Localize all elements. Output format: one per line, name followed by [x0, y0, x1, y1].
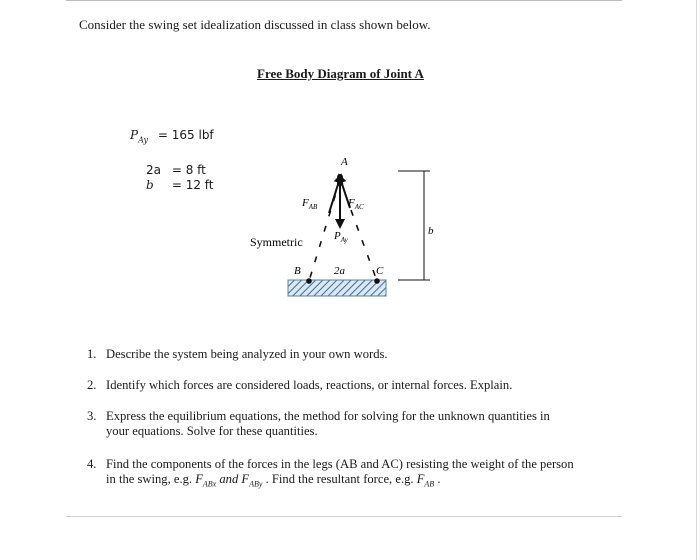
joint-a [337, 174, 343, 180]
given-a: 2a = 8 ft [146, 163, 206, 177]
intro-text: Consider the swing set idealization discussed in class shown below. [79, 17, 431, 32]
joint-c [374, 278, 380, 284]
diagram-title: Free Body Diagram of Joint A [257, 66, 424, 81]
label-symmetric: Symmetric [250, 235, 303, 249]
force-fab-arrow [329, 178, 340, 213]
question-4: 4. Find the components of the forces in the legs (AB and AC) resisting the weight of the person in the swing, e.g. $F_{ABx}$ and $F_{ABy}$ . Find the resultant force, e.g. $F_{AB}$ . [87, 457, 574, 489]
joint-b [306, 278, 312, 284]
given-b: b = 12 ft [146, 178, 214, 192]
question-1: 1. Describe the system being analyzed in your own words. [87, 347, 388, 361]
free-body-diagram [240, 150, 450, 305]
ground-support [288, 280, 386, 296]
question-3: 3. Express the equilibrium equations, the method for solving for the unknown quantities in your equations. Solve for these quantities. [87, 409, 550, 438]
label-b-joint: B [294, 265, 301, 277]
label-a: A [341, 156, 348, 168]
question-2: 2. Identify which forces are considered loads, reactions, or internal forces. Explain. [87, 378, 513, 392]
label-fab: $F_{AB}$ [302, 197, 318, 211]
label-pay: $P_{Ay}$ [334, 230, 348, 244]
label-2a: 2a [334, 265, 345, 277]
bottom-divider [66, 516, 622, 517]
label-b-dimension: b [428, 225, 434, 237]
given-p: $P_{Ay} = 165$ lbf [130, 128, 214, 145]
top-divider [66, 0, 622, 1]
right-edge-divider [696, 0, 697, 560]
label-fac: $F_{AC}$ [348, 197, 364, 211]
label-c-joint: C [376, 265, 384, 277]
